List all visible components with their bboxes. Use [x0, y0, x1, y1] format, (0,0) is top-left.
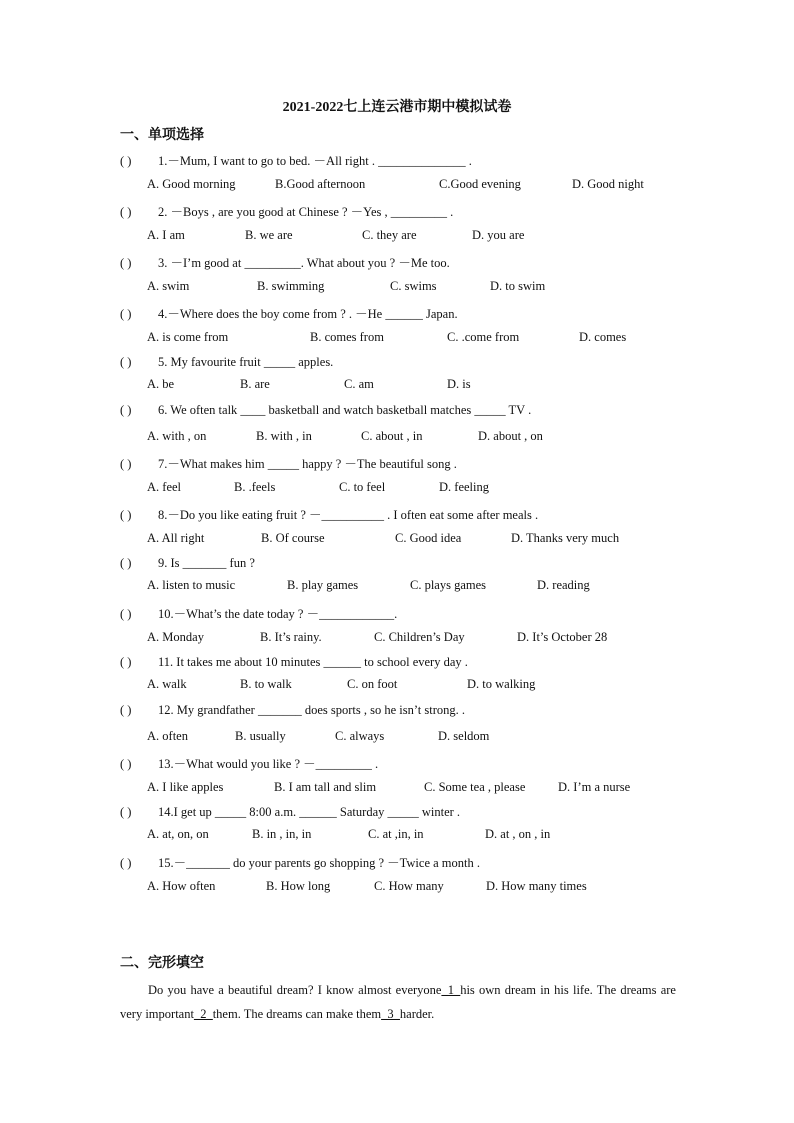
question-stem: [120, 703, 465, 718]
option-a: A. How often: [147, 879, 216, 893]
option-c: C. they are: [362, 228, 417, 242]
question-text: 8.－Do you like eating fruit ? －__________ . I often eat some after meals .: [158, 508, 539, 522]
question-stem: [120, 754, 378, 772]
passage-blank-2: _2_: [193, 1007, 213, 1021]
option-b: B. to walk: [240, 677, 292, 691]
option-d: D. It’s October 28: [517, 630, 608, 644]
question-text: 11. It takes me about 10 minutes ______ to school every day .: [158, 655, 468, 669]
option-b: B. I am tall and slim: [274, 780, 377, 794]
option-b: B. It’s rainy.: [260, 630, 322, 644]
question-text: 14.I get up _____ 8:00 a.m. ______ Saturday _____ winter .: [158, 805, 461, 819]
option-row: [147, 330, 707, 346]
question-item: [120, 851, 700, 902]
answer-bracket: ( ): [120, 655, 132, 669]
answer-bracket: ( ): [120, 757, 132, 771]
option-a: A. be: [147, 377, 175, 391]
option-b: B. we are: [245, 228, 293, 242]
passage-blank-1: _1_: [441, 983, 461, 997]
question-item: [120, 602, 700, 653]
question-item: [120, 200, 700, 251]
question-item: [120, 302, 700, 353]
option-b: B. play games: [287, 578, 359, 592]
question-stem: [120, 604, 397, 622]
passage-text: harder.: [399, 1007, 435, 1021]
question-item: [120, 353, 700, 401]
option-a: A. swim: [147, 279, 190, 293]
option-b: B.Good afternoon: [275, 177, 366, 191]
option-c: C.Good evening: [439, 177, 521, 191]
answer-bracket: ( ): [120, 805, 132, 819]
answer-bracket: ( ): [120, 607, 132, 621]
answer-bracket: ( ): [120, 307, 132, 321]
question-item: [120, 701, 700, 752]
option-b: B. comes from: [310, 330, 384, 344]
option-d: D. Thanks very much: [511, 531, 620, 545]
option-a: A. at, on, on: [147, 827, 209, 841]
option-c: C. swims: [390, 279, 437, 293]
question-text: 6. We often talk ____ basketball and watch basketball matches _____ TV .: [158, 403, 532, 417]
question-item: [120, 752, 700, 803]
option-b: B. .feels: [234, 480, 276, 494]
passage-text: Do you have a beautiful dream? I know almost everyone: [148, 983, 442, 997]
question-text: 9. Is _______ fun ?: [158, 556, 255, 570]
option-a: A. is come from: [147, 330, 229, 344]
option-c: C. at ,in, in: [368, 827, 424, 841]
option-d: D. at , on , in: [485, 827, 551, 841]
option-row: [147, 780, 707, 796]
question-text: 3. －I’m good at _________. What about you ? －Me too.: [158, 256, 450, 270]
option-d: D. to walking: [467, 677, 536, 691]
option-c: C. plays games: [410, 578, 487, 592]
option-a: A. listen to music: [147, 578, 236, 592]
option-c: C. about , in: [361, 429, 423, 443]
option-b: B. swimming: [257, 279, 325, 293]
option-row: [147, 879, 707, 895]
answer-bracket: ( ): [120, 703, 132, 717]
option-c: C. always: [335, 729, 385, 743]
option-row: [147, 531, 707, 547]
page-title: 2021-2022七上连云港市期中模拟试卷: [282, 100, 512, 115]
question-text: 5. My favourite fruit _____ apples.: [158, 355, 334, 369]
option-row: [147, 377, 707, 393]
option-d: D. Good night: [572, 177, 644, 191]
answer-bracket: ( ): [120, 205, 132, 219]
option-row: [147, 480, 707, 496]
answer-bracket: ( ): [120, 355, 132, 369]
question-stem: [120, 556, 255, 571]
question-stem: [120, 151, 472, 169]
question-text: 2. －Boys , are you good at Chinese ? －Yes , _________ .: [158, 205, 454, 219]
question-stem: [120, 655, 468, 670]
question-item: [120, 653, 700, 701]
option-d: D. about , on: [478, 429, 543, 443]
option-row: [147, 729, 707, 745]
question-text: 7.－What makes him _____ happy ? －The beautiful song .: [158, 457, 457, 471]
option-row: [147, 177, 707, 193]
passage-blank-3: _3_: [381, 1007, 400, 1021]
option-d: D. comes: [579, 330, 627, 344]
option-c: C. Children’s Day: [374, 630, 465, 644]
option-c: C. to feel: [339, 480, 386, 494]
option-d: D. How many times: [486, 879, 587, 893]
option-d: D. feeling: [439, 480, 489, 494]
option-c: C. How many: [374, 879, 444, 893]
question-stem: [120, 403, 531, 418]
answer-bracket: ( ): [120, 403, 132, 417]
question-list: [120, 149, 700, 902]
option-b: B. in , in, in: [252, 827, 312, 841]
option-a: A. feel: [147, 480, 182, 494]
option-row: [147, 827, 707, 843]
question-text: 4.－Where does the boy come from ? . －He ______ Japan.: [158, 307, 458, 321]
option-d: D. I’m a nurse: [558, 780, 631, 794]
option-c: C. on foot: [347, 677, 398, 691]
option-a: A. walk: [147, 677, 187, 691]
option-d: D. to swim: [490, 279, 546, 293]
option-a: A. Monday: [147, 630, 204, 644]
question-text: 13.－What would you like ? －_________ .: [158, 757, 379, 771]
option-row: [147, 630, 707, 646]
question-text: 1.－Mum, I want to go to bed. －All right . ______________ .: [158, 154, 472, 168]
option-b: B. usually: [235, 729, 286, 743]
option-b: B. are: [240, 377, 270, 391]
option-b: B. How long: [266, 879, 331, 893]
question-item: [120, 803, 700, 851]
option-d: D. seldom: [438, 729, 490, 743]
option-b: B. with , in: [256, 429, 312, 443]
question-stem: [120, 805, 460, 820]
question-item: [120, 452, 700, 503]
question-stem: [120, 355, 333, 370]
option-d: D. is: [447, 377, 471, 391]
option-d: D. you are: [472, 228, 525, 242]
passage-text: his own dream in his life. The dreams are very important: [120, 983, 676, 1021]
option-c: C. Some tea , please: [424, 780, 526, 794]
question-stem: [120, 202, 453, 220]
answer-bracket: ( ): [120, 856, 132, 870]
option-row: [147, 228, 707, 244]
question-item: [120, 401, 700, 452]
question-item: [120, 503, 700, 554]
option-row: [147, 677, 707, 693]
option-a: A. I like apples: [147, 780, 224, 794]
answer-bracket: ( ): [120, 154, 132, 168]
option-a: A. I am: [147, 228, 185, 242]
option-d: D. reading: [537, 578, 590, 592]
question-item: [120, 251, 700, 302]
question-stem: [120, 304, 458, 322]
option-c: C. .come from: [447, 330, 520, 344]
section-heading-single-choice: 一、单项选择: [120, 127, 204, 143]
option-a: A. Good morning: [147, 177, 236, 191]
option-row: [147, 578, 707, 594]
question-text: 12. My grandfather _______ does sports , so he isn’t strong. .: [158, 703, 466, 717]
option-c: C. am: [344, 377, 374, 391]
question-stem: [120, 853, 480, 871]
question-text: 10.－What’s the date today ? －____________.: [158, 607, 398, 621]
passage-text: them. The dreams can make them: [212, 1007, 382, 1021]
question-item: [120, 149, 700, 200]
cloze-passage: [120, 978, 676, 1026]
option-a: A. with , on: [147, 429, 207, 443]
question-text: 15.－_______ do your parents go shopping ? －Twice a month .: [158, 856, 480, 870]
option-a: A. often: [147, 729, 188, 743]
option-row: [147, 279, 707, 295]
question-stem: [120, 253, 450, 271]
answer-bracket: ( ): [120, 556, 132, 570]
answer-bracket: ( ): [120, 457, 132, 471]
option-a: A. All right: [147, 531, 205, 545]
option-row: [147, 429, 707, 445]
answer-bracket: ( ): [120, 508, 132, 522]
question-stem: [120, 505, 538, 523]
section-heading-cloze: 二、完形填空: [120, 955, 204, 971]
option-c: C. Good idea: [395, 531, 462, 545]
question-item: [120, 554, 700, 602]
question-stem: [120, 454, 457, 472]
answer-bracket: ( ): [120, 256, 132, 270]
option-b: B. Of course: [261, 531, 325, 545]
